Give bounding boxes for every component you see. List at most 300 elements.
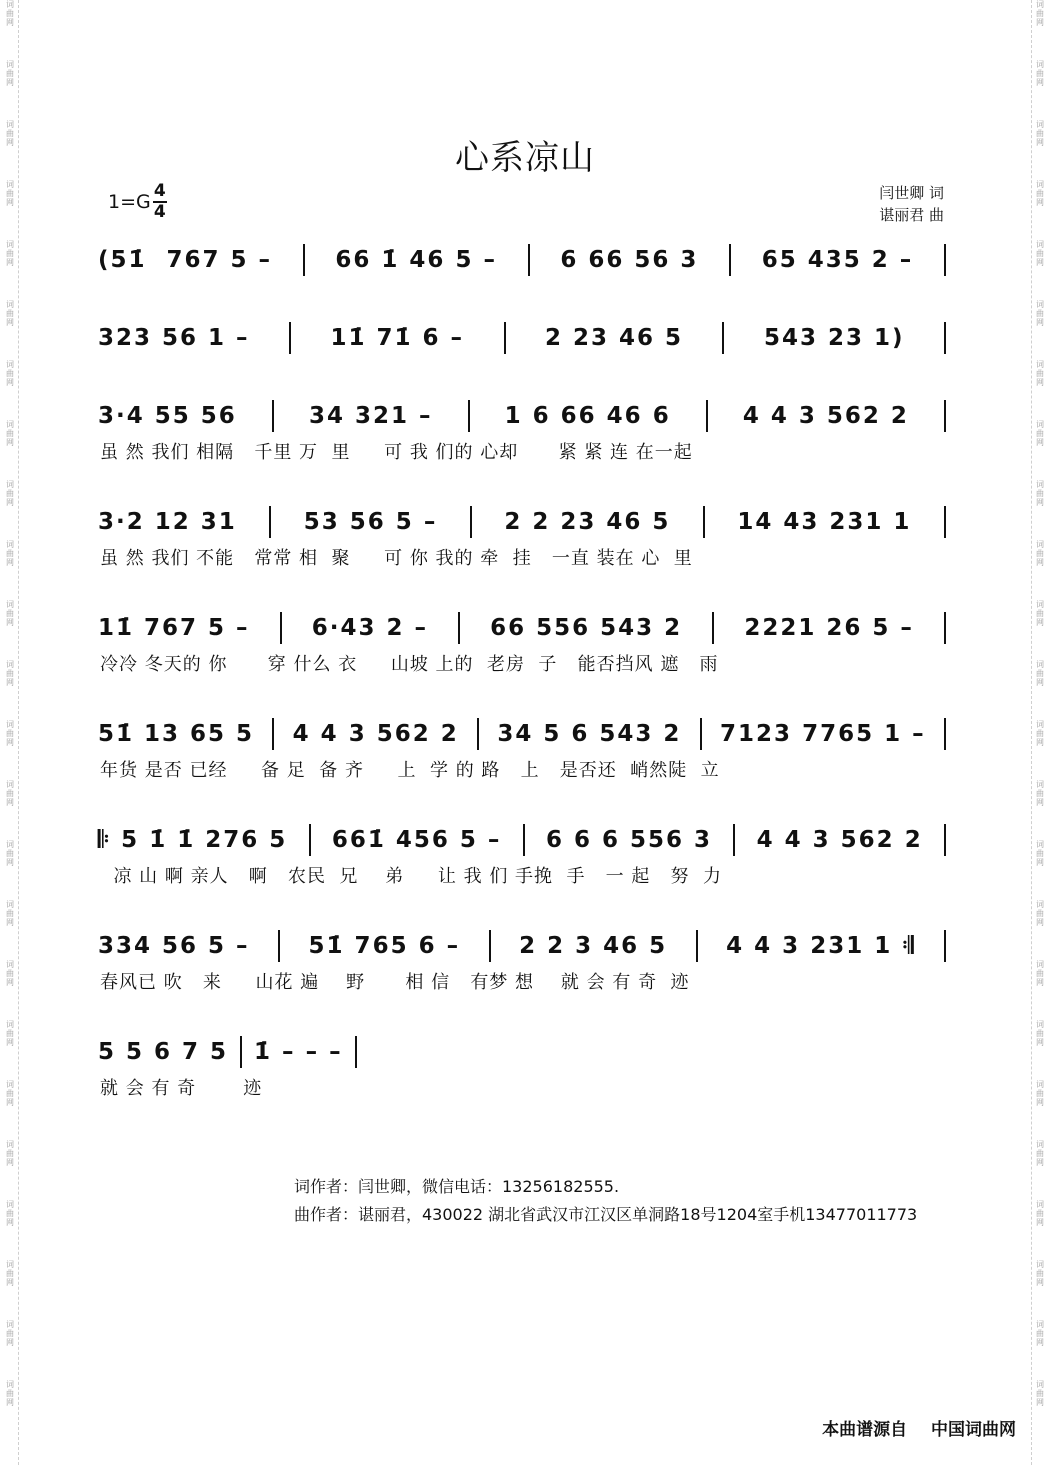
watermark-char: 曲 [1036,129,1044,138]
source-attribution [822,1415,1016,1440]
measure: 3·2 12 31 [98,509,237,535]
watermark-char: 网 [6,798,14,807]
watermark-char: 曲 [1036,429,1044,438]
watermark-char: 词 [1036,240,1044,249]
watermark-char: 网 [1036,1158,1044,1167]
watermark-char: 曲 [6,1329,14,1338]
barline [470,506,472,538]
watermark-char: 词 [6,1020,14,1029]
watermark-char: 网 [6,738,14,747]
lyrics-line: 凉 山 啊 亲人 啊 农民 兄 弟 让 我 们 手挽 手 一 起 努 力 [100,866,722,887]
barline [696,930,698,962]
score-row [98,1032,958,1100]
measure: 7123 7765 1 – [720,721,926,747]
measure: 4 4 3 562 2 [756,827,923,853]
watermark-group [1032,1020,1048,1047]
watermark-char: 网 [6,318,14,327]
barline [729,244,731,276]
watermark-char: 网 [6,858,14,867]
measure: 51̇ 13 65 5 [98,721,255,747]
watermark-group [2,0,18,27]
watermark-char: 词 [1036,600,1044,609]
watermark-char: 网 [6,1338,14,1347]
watermark-char: 词 [6,240,14,249]
measure: 2 2 23 46 5 [504,509,671,535]
watermark-char: 网 [6,498,14,507]
lyrics-line: 春风已 吹 来 山花 遍 野 相 信 有梦 想 就 会 有 奇 迹 [100,972,690,993]
barline [504,322,506,354]
barline [944,612,946,644]
watermark-group [1032,60,1048,87]
barline [269,506,271,538]
key-signature [108,180,167,224]
measure: 51̇ 765 6 – [308,933,461,959]
watermark-group [2,1320,18,1347]
watermark-char: 网 [6,978,14,987]
watermark-char: 网 [1036,18,1044,27]
watermark-char: 词 [6,600,14,609]
watermark-char: 网 [1036,1338,1044,1347]
watermark-char: 网 [1036,1038,1044,1047]
watermark-group [2,600,18,627]
watermark-char: 词 [6,1140,14,1149]
watermark-char: 词 [6,1320,14,1329]
barline [278,930,280,962]
watermark-char: 曲 [6,969,14,978]
watermark-char: 词 [6,1380,14,1389]
watermark-char: 曲 [6,609,14,618]
watermark-char: 网 [6,618,14,627]
barline [355,1036,357,1068]
watermark-char: 网 [1036,138,1044,147]
measure: 34 5 6 543 2 [497,721,682,747]
watermark-char: 曲 [1036,849,1044,858]
source-label: 本曲谱源自 [822,1420,908,1440]
barline [280,612,282,644]
watermark-char: 网 [1036,558,1044,567]
watermark-char: 曲 [1036,729,1044,738]
score-row [98,240,958,280]
watermark-char: 曲 [6,129,14,138]
watermark-group [2,360,18,387]
watermark-group [2,1200,18,1227]
watermark-char: 曲 [1036,1149,1044,1158]
measure: 2 23 46 5 [544,325,684,351]
watermark-char: 曲 [6,489,14,498]
watermark-group [1032,360,1048,387]
barline [722,322,724,354]
watermark-char: 曲 [1036,249,1044,258]
watermark-char: 曲 [1036,609,1044,618]
lyrics-line: 年货 是否 已经 备 足 备 齐 上 学 的 路 上 是否还 峭然陡 立 [100,760,720,781]
notation-line [98,714,958,754]
watermark-char: 曲 [1036,1089,1044,1098]
watermark-char: 词 [1036,1380,1044,1389]
watermark-char: 词 [1036,420,1044,429]
score-row [98,714,958,782]
watermark-char: 曲 [1036,309,1044,318]
notation-line [98,502,958,542]
watermark-char: 曲 [6,249,14,258]
watermark-char: 网 [6,1278,14,1287]
barline [240,1036,242,1068]
watermark-group [1032,1260,1048,1287]
watermark-char: 网 [1036,738,1044,747]
barline [489,930,491,962]
watermark-char: 网 [6,198,14,207]
watermark-char: 词 [1036,540,1044,549]
barline [528,244,530,276]
watermark-char: 词 [6,840,14,849]
lyrics-line: 冷冷 冬天的 你 穿 什么 衣 山坡 上的 老房 子 能否挡风 遮 雨 [100,654,719,675]
watermark-char: 词 [1036,660,1044,669]
barline [944,244,946,276]
barline [944,506,946,538]
watermark-group [1032,0,1048,27]
watermark-char: 词 [6,360,14,369]
watermark-group [1032,960,1048,987]
barline [272,400,274,432]
measure: 11̇ 71̇ 6 – [330,325,465,351]
watermark-char: 曲 [6,849,14,858]
watermark-char: 词 [1036,900,1044,909]
watermark-char: 曲 [6,1089,14,1098]
watermark-group [2,900,18,927]
watermark-char: 曲 [1036,1389,1044,1398]
score-row [98,318,958,358]
barline [944,930,946,962]
watermark-char: 网 [1036,438,1044,447]
watermark-char: 网 [6,78,14,87]
score-row [98,608,958,676]
watermark-char: 词 [6,660,14,669]
watermark-group [1032,600,1048,627]
watermark-char: 网 [1036,918,1044,927]
watermark-group [2,1080,18,1107]
watermark-group [2,240,18,267]
measure: 6 6 6 556 3 [545,827,713,853]
measure: 543 23 1) [763,325,905,351]
watermark-group [2,1380,18,1407]
lyricist-credit: 闫世卿 词 [879,184,944,202]
watermark-char: 曲 [6,909,14,918]
watermark-char: 曲 [1036,1029,1044,1038]
measure: 4 4 3 562 2 [292,721,459,747]
watermark-char: 词 [6,480,14,489]
measure: 2 2 3 46 5 [519,933,668,959]
watermark-char: 曲 [6,669,14,678]
watermark-group [1032,540,1048,567]
watermark-group [1032,480,1048,507]
watermark-group [2,1260,18,1287]
watermark-group [1032,1200,1048,1227]
score-row [98,820,958,888]
watermark-char: 曲 [6,429,14,438]
watermark-group [2,300,18,327]
watermark-char: 网 [1036,678,1044,687]
watermark-char: 曲 [1036,1329,1044,1338]
measure: 34 321 – [308,403,433,429]
watermark-char: 词 [1036,0,1044,9]
barline [712,612,714,644]
barline [523,824,525,856]
watermark-char: 词 [1036,1020,1044,1029]
watermark-group [2,180,18,207]
watermark-char: 曲 [6,1389,14,1398]
lyricist-contact: 词作者：闫世卿，微信电话：13256182555. [294,1177,620,1196]
watermark-group [1032,300,1048,327]
watermark-char: 网 [1036,378,1044,387]
watermark-char: 词 [1036,60,1044,69]
source-site-link[interactable]: 中国词曲网 [931,1420,1016,1440]
watermark-char: 网 [1036,198,1044,207]
watermark-char: 词 [6,780,14,789]
watermark-char: 曲 [1036,9,1044,18]
watermark-char: 曲 [1036,549,1044,558]
watermark-char: 网 [6,1398,14,1407]
lyrics-line: 就 会 有 奇 迹 [100,1078,263,1099]
watermark-char: 曲 [6,1029,14,1038]
watermark-char: 词 [6,900,14,909]
barline [944,824,946,856]
measure: 323 56 1 – [98,325,250,351]
watermark-group [1032,1380,1048,1407]
watermark-group [2,480,18,507]
watermark-char: 网 [6,18,14,27]
measure: 1̇ – – – [254,1039,343,1065]
watermark-char: 曲 [1036,69,1044,78]
watermark-group [1032,780,1048,807]
watermark-group [2,1140,18,1167]
barline [458,612,460,644]
watermark-char: 网 [1036,258,1044,267]
watermark-char: 网 [6,918,14,927]
watermark-char: 曲 [1036,189,1044,198]
lyrics-line: 虽 然 我们 不能 常常 相 聚 可 你 我的 牵 挂 一直 装在 心 里 [100,548,693,569]
notation-line [98,1032,958,1072]
watermark-char: 词 [1036,300,1044,309]
composer-contact: 曲作者：谌丽君，430022 湖北省武汉市江汉区单洞路18号1204室手机13477011773 [294,1205,918,1224]
watermark-char: 词 [1036,120,1044,129]
watermark-char: 曲 [1036,1269,1044,1278]
watermark-group [1032,420,1048,447]
watermark-char: 网 [6,1158,14,1167]
watermark-char: 网 [6,1218,14,1227]
measure: 𝄆 5 1̇ 1̇ 276 5 [98,827,288,853]
measure: 2221 26 5 – [744,615,914,641]
score-row [98,502,958,570]
notation-line [98,608,958,648]
watermark-group [2,780,18,807]
watermark-char: 网 [1036,1098,1044,1107]
watermark-char: 曲 [1036,669,1044,678]
watermark-char: 词 [1036,180,1044,189]
watermark-char: 曲 [6,1269,14,1278]
watermark-group [1032,180,1048,207]
watermark-char: 网 [1036,498,1044,507]
notation-line [98,926,958,966]
watermark-group [2,420,18,447]
barline [272,718,274,750]
watermark-char: 词 [6,540,14,549]
watermark-char: 曲 [6,369,14,378]
watermark-char: 网 [6,558,14,567]
notation-line [98,240,958,280]
watermark-char: 网 [1036,1278,1044,1287]
watermark-strip-right [1031,0,1048,1465]
watermark-char: 曲 [6,1149,14,1158]
watermark-char: 曲 [6,9,14,18]
watermark-char: 词 [1036,1260,1044,1269]
notation-line [98,820,958,860]
measure: 6 66 56 3 [560,247,699,273]
watermark-char: 词 [1036,960,1044,969]
watermark-char: 词 [6,300,14,309]
watermark-char: 曲 [6,1209,14,1218]
watermark-char: 曲 [1036,969,1044,978]
time-signature-beats: 4 [153,181,166,201]
measure: 661̇ 456 5 – [331,827,502,853]
time-signature-unit: 4 [153,202,166,222]
watermark-group [2,540,18,567]
watermark-group [1032,720,1048,747]
measure: 66 556 543 2 [490,615,683,641]
watermark-char: 网 [1036,318,1044,327]
barline [944,400,946,432]
watermark-group [1032,900,1048,927]
watermark-char: 网 [6,138,14,147]
watermark-group [1032,1140,1048,1167]
watermark-char: 网 [1036,798,1044,807]
time-signature [153,182,167,222]
watermark-char: 词 [1036,1200,1044,1209]
barline [706,400,708,432]
notation-line [98,318,958,358]
barline [944,322,946,354]
watermark-strip-left [2,0,19,1465]
watermark-char: 曲 [6,69,14,78]
watermark-char: 词 [6,180,14,189]
watermark-char: 曲 [1036,909,1044,918]
watermark-char: 曲 [6,189,14,198]
watermark-char: 曲 [6,729,14,738]
barline [303,244,305,276]
barline [733,824,735,856]
watermark-group [2,1020,18,1047]
watermark-char: 曲 [6,789,14,798]
watermark-char: 词 [1036,1080,1044,1089]
watermark-char: 网 [1036,618,1044,627]
measure: (51̇ 767 5 – [98,247,273,273]
measure: 66 1̇ 46 5 – [335,247,497,273]
barline [289,322,291,354]
watermark-char: 词 [1036,360,1044,369]
barline [468,400,470,432]
watermark-char: 词 [6,60,14,69]
measure: 6·43 2 – [311,615,428,641]
key-prefix: 1=G [108,191,151,213]
barline [700,718,702,750]
watermark-char: 词 [1036,840,1044,849]
score-row [98,396,958,464]
watermark-char: 网 [1036,978,1044,987]
watermark-char: 词 [6,960,14,969]
credits [879,182,944,226]
watermark-char: 网 [1036,858,1044,867]
watermark-char: 词 [1036,1140,1044,1149]
watermark-char: 网 [1036,1218,1044,1227]
watermark-char: 网 [1036,78,1044,87]
score-row [98,926,958,994]
notation-line [98,396,958,436]
watermark-char: 曲 [1036,489,1044,498]
watermark-group [1032,240,1048,267]
watermark-char: 词 [1036,720,1044,729]
watermark-char: 网 [6,378,14,387]
watermark-char: 网 [6,1098,14,1107]
measure: 14 43 231 1 [737,509,912,535]
watermark-group [2,60,18,87]
watermark-group [1032,1080,1048,1107]
watermark-char: 词 [6,1260,14,1269]
watermark-group [2,660,18,687]
watermark-char: 词 [6,120,14,129]
watermark-char: 词 [6,720,14,729]
measure: 65 435 2 – [761,247,914,273]
measure: 334 56 5 – [98,933,250,959]
watermark-char: 曲 [1036,369,1044,378]
measure: 3·4 55 56 [98,403,237,429]
lyrics-line: 虽 然 我们 相隔 千里 万 里 可 我 们的 心却 紧 紧 连 在一起 [100,442,693,463]
composer-credit: 谌丽君 曲 [879,206,944,224]
measure: 4 4 3 562 2 [742,403,909,429]
measure: 5 5 6 7 5 [98,1039,229,1065]
watermark-char: 网 [1036,1398,1044,1407]
watermark-char: 网 [6,438,14,447]
watermark-group [2,960,18,987]
watermark-group [2,840,18,867]
watermark-char: 曲 [1036,1209,1044,1218]
watermark-char: 网 [6,258,14,267]
watermark-char: 词 [1036,780,1044,789]
watermark-group [1032,1320,1048,1347]
song-title: 心系凉山 [455,138,595,178]
measure: 11̇ 767 5 – [98,615,250,641]
author-contact-info [294,1173,917,1229]
barline [944,718,946,750]
watermark-group [1032,840,1048,867]
measure: 1 6 66 46 6 [504,403,671,429]
measure: 53 56 5 – [303,509,438,535]
watermark-group [1032,660,1048,687]
watermark-char: 网 [6,1038,14,1047]
watermark-char: 曲 [1036,789,1044,798]
barline [477,718,479,750]
watermark-char: 词 [6,1080,14,1089]
watermark-group [2,720,18,747]
watermark-char: 词 [1036,1320,1044,1329]
watermark-char: 词 [6,420,14,429]
watermark-char: 曲 [6,549,14,558]
watermark-char: 词 [1036,480,1044,489]
watermark-char: 词 [6,0,14,9]
measure: 4 4 3 231 1 𝄇 [726,933,916,959]
barline [703,506,705,538]
watermark-char: 词 [6,1200,14,1209]
watermark-char: 曲 [6,309,14,318]
barline [309,824,311,856]
watermark-char: 网 [6,678,14,687]
